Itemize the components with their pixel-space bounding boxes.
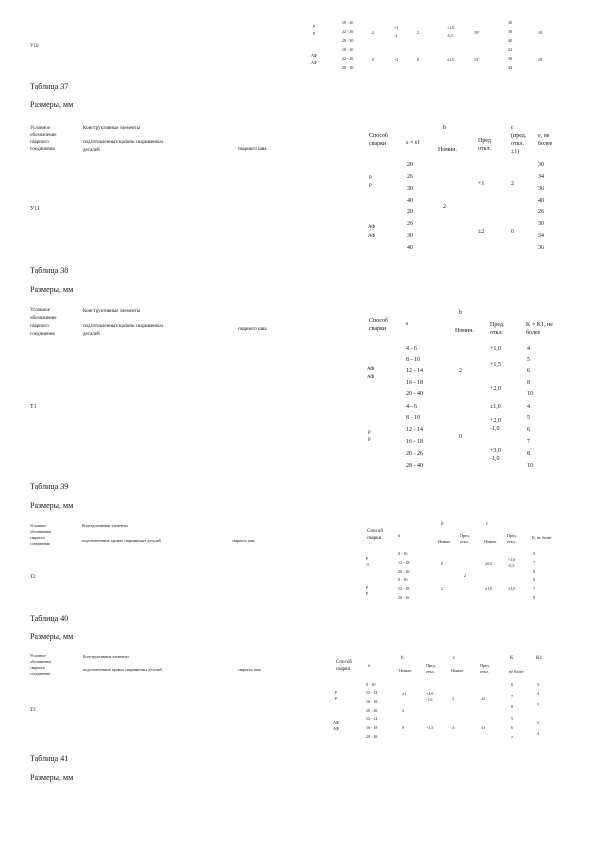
header-cell: деталей bbox=[83, 332, 100, 337]
thickness-cell: 20 - 26 bbox=[398, 595, 410, 600]
blunt-deviation: -0,5 bbox=[447, 33, 454, 38]
leg-cell: 10 bbox=[527, 463, 533, 469]
header-cell: подготовленных кромок свариваемых деталей bbox=[82, 538, 161, 543]
header-cell: подготовленных кромок свариваемых деталей bbox=[83, 667, 162, 672]
header-cell: K bbox=[510, 656, 514, 661]
gap-deviation: -1,0 bbox=[490, 456, 500, 462]
thickness-cell: 40 bbox=[407, 245, 413, 251]
joint-label: Т2 bbox=[30, 575, 36, 580]
width-cell: 44 bbox=[508, 65, 512, 70]
thickness-cell: 12 - 14 bbox=[366, 716, 378, 721]
header-cell: s bbox=[368, 664, 370, 669]
width-cell: 26 bbox=[538, 209, 544, 215]
header-cell: сварного bbox=[30, 665, 46, 670]
thickness-cell: 4 - 6 bbox=[406, 346, 417, 352]
header-cell: более bbox=[526, 330, 541, 336]
header-cell: K = K1, не bbox=[526, 322, 553, 328]
thickness-cell: 20 - 26 bbox=[366, 708, 378, 713]
gap-deviation: -1,0 bbox=[426, 697, 433, 702]
gap-nominal: 0 bbox=[441, 561, 443, 566]
header-cell: Номин. bbox=[438, 147, 457, 153]
leg-k1-cell: 4 bbox=[537, 731, 539, 736]
gap-deviation: +1 bbox=[478, 181, 485, 187]
header-cell: b bbox=[459, 310, 462, 316]
height-cell: 18 bbox=[538, 30, 542, 35]
header-cell: Пред. bbox=[478, 138, 493, 144]
header-cell: Номин. bbox=[455, 328, 474, 334]
method-cell: Э bbox=[366, 562, 369, 567]
thickness-cell: 12 - 14 bbox=[366, 690, 378, 695]
header-cell: откл. bbox=[426, 669, 435, 674]
joint-label: У10 bbox=[30, 44, 39, 49]
leg-k1-cell: 3 bbox=[537, 720, 539, 725]
header-cell: c bbox=[453, 656, 456, 661]
header-cell: ±1) bbox=[511, 149, 520, 155]
width-cell: 30 bbox=[538, 221, 544, 227]
blunt-deviation: +1,0 bbox=[447, 25, 455, 30]
header-cell: b bbox=[401, 656, 404, 661]
leg-k-cell: 6 bbox=[511, 682, 513, 687]
width-cell: 38 bbox=[508, 56, 512, 61]
thickness-cell: 8 - 10 bbox=[366, 682, 376, 687]
leg-k1-cell: 3 bbox=[537, 682, 539, 687]
method-cell: Р bbox=[313, 31, 316, 36]
table-title: Таблица 38 bbox=[30, 266, 69, 275]
header-cell: s = s1 bbox=[406, 140, 421, 146]
header-cell: c bbox=[511, 125, 514, 131]
thickness-cell: 28 - 30 bbox=[342, 65, 354, 70]
header-cell: откл. bbox=[480, 669, 489, 674]
header-cell: Условное bbox=[30, 126, 50, 131]
leg-cell: 7 bbox=[533, 586, 535, 591]
header-cell: Пред. bbox=[490, 322, 505, 328]
thickness-cell: 16 - 18 bbox=[366, 725, 378, 730]
header-cell: Способ bbox=[369, 133, 389, 139]
thickness-cell: 28 - 40 bbox=[406, 463, 423, 469]
method-cell: АФ bbox=[311, 53, 317, 58]
header-cell: обозначение bbox=[30, 529, 52, 534]
thickness-cell: 12 - 18 bbox=[398, 586, 410, 591]
header-cell: сварки bbox=[369, 141, 387, 147]
header-cell: сварного bbox=[30, 324, 49, 329]
gap-deviation: +1,5 bbox=[426, 725, 434, 730]
gap-deviation: ±2 bbox=[478, 229, 485, 235]
thickness-cell: 8 - 10 bbox=[406, 415, 420, 421]
blunt-deviation: ±1 bbox=[481, 725, 486, 730]
header-cell: K, не более bbox=[532, 535, 552, 540]
gap-deviation: +1 bbox=[394, 25, 399, 30]
method-cell: Р bbox=[366, 556, 369, 561]
units-label: Размеры, мм bbox=[30, 501, 74, 510]
header-cell: сварного шва bbox=[238, 147, 267, 152]
header-cell: Конструктивные элементы bbox=[83, 654, 129, 659]
thickness-cell: 26 bbox=[407, 221, 413, 227]
header-cell: сварного шва bbox=[232, 538, 255, 543]
header-cell: подготовленных кромок свариваемых bbox=[83, 324, 164, 329]
leg-cell: 6 bbox=[527, 427, 530, 433]
width-cell: 36 bbox=[538, 186, 544, 192]
blunt-nominal: 2 bbox=[452, 696, 454, 701]
thickness-cell: 8 - 10 bbox=[398, 551, 408, 556]
gap-deviation: ±1,0 bbox=[490, 404, 501, 410]
header-cell: (пред. bbox=[511, 133, 527, 139]
thickness-cell: 8 - 10 bbox=[398, 577, 408, 582]
header-cell: более bbox=[538, 141, 553, 147]
header-cell: s bbox=[406, 321, 409, 327]
thickness-cell: 12 - 14 bbox=[406, 368, 423, 374]
header-cell: Способ bbox=[336, 660, 352, 665]
blunt-cell: 6 bbox=[511, 229, 514, 235]
header-cell: соединения bbox=[30, 147, 55, 152]
blunt-nominal: ±0,5 bbox=[485, 561, 493, 566]
thickness-cell: 30 bbox=[407, 186, 413, 192]
header-cell: сварки bbox=[367, 536, 382, 541]
method-cell: АФ bbox=[368, 225, 376, 230]
header-cell: Конструктивные элементы bbox=[82, 523, 128, 528]
units-label: Размеры, мм bbox=[30, 285, 74, 294]
gap-deviation: +1,0 bbox=[490, 346, 501, 352]
width-cell: 40 bbox=[508, 38, 512, 43]
gap-deviation: +1,5 bbox=[490, 362, 501, 368]
leg-k-cell: 7 bbox=[511, 735, 513, 740]
blunt-deviation: -0,5 bbox=[508, 563, 515, 568]
blunt-deviation: +1,0 bbox=[508, 557, 516, 562]
width-cell: 30 bbox=[538, 162, 544, 168]
thickness-cell: 4 - 6 bbox=[406, 404, 417, 410]
joint-label: Т3 bbox=[30, 708, 36, 713]
gap-deviation: +2 bbox=[394, 57, 399, 62]
header-cell: Конструктивные элементы bbox=[83, 309, 141, 314]
header-cell: Номин. bbox=[399, 668, 412, 673]
blunt-nominal: 2 bbox=[417, 30, 419, 35]
blunt-cell: 2 bbox=[511, 181, 514, 187]
table-title: Таблица 39 bbox=[30, 482, 69, 491]
header-cell: откл. bbox=[507, 539, 516, 544]
thickness-cell: 30 bbox=[407, 233, 413, 239]
method-cell: АФ bbox=[367, 375, 375, 380]
method-cell: АФ bbox=[333, 720, 339, 725]
leg-cell: 8 bbox=[527, 380, 530, 386]
leg-cell: 4 bbox=[527, 404, 530, 410]
width-cell: 38 bbox=[508, 29, 512, 34]
header-cell: Номин. bbox=[438, 539, 451, 544]
header-cell: c bbox=[486, 522, 489, 527]
leg-k-cell: 5 bbox=[511, 716, 513, 721]
header-cell: e, не bbox=[538, 133, 550, 139]
thickness-cell: 20 - 26 bbox=[406, 451, 423, 457]
method-cell: Р bbox=[313, 24, 316, 29]
header-cell: соединения bbox=[30, 332, 55, 337]
blunt-nominal: 4 bbox=[452, 725, 454, 730]
header-cell: сварки bbox=[336, 667, 351, 672]
table-title: Таблица 41 bbox=[30, 754, 69, 763]
header-cell: сварного bbox=[30, 535, 46, 540]
header-cell: Пред. bbox=[507, 533, 517, 538]
header-cell: Способ bbox=[367, 529, 383, 534]
units-label: Размеры, мм bbox=[30, 632, 74, 641]
header-cell: откл. bbox=[511, 141, 524, 147]
header-cell: деталей bbox=[83, 148, 100, 153]
header-cell: сварного шва bbox=[238, 327, 267, 332]
method-cell: Р bbox=[368, 431, 371, 436]
thickness-cell: 8 - 10 bbox=[406, 357, 420, 363]
header-cell: сварного bbox=[30, 140, 49, 145]
width-cell: 40 bbox=[538, 198, 544, 204]
header-cell: Пред. bbox=[480, 663, 490, 668]
header-cell: Условное bbox=[30, 308, 50, 313]
thickness-cell: 18 - 20 bbox=[342, 20, 354, 25]
header-cell: сварного шва bbox=[238, 667, 261, 672]
thickness-cell: 20 bbox=[407, 209, 413, 215]
header-cell: Условное bbox=[30, 653, 46, 658]
gap-deviation: +2,0 bbox=[490, 418, 501, 424]
thickness-cell: 20 - 26 bbox=[366, 734, 378, 739]
thickness-cell: 12 - 14 bbox=[406, 427, 423, 433]
gap-deviation: +2,0 bbox=[490, 386, 501, 392]
header-cell: не более bbox=[509, 669, 524, 674]
leg-cell: 8 bbox=[533, 595, 535, 600]
thickness-cell: 20 - 26 bbox=[398, 569, 410, 574]
method-cell: Р bbox=[369, 184, 372, 189]
thickness-cell: 22 - 26 bbox=[342, 56, 354, 61]
gap-nominal: 2 bbox=[372, 30, 374, 35]
leg-cell: 4 bbox=[527, 346, 530, 352]
gap-nominal: ±1 bbox=[402, 691, 407, 696]
leg-cell: 8 bbox=[527, 451, 530, 457]
header-cell: K1 bbox=[536, 656, 543, 661]
thickness-cell: 20 - 40 bbox=[406, 391, 423, 397]
method-cell: Р bbox=[335, 690, 338, 695]
gap-nominal: 0 bbox=[459, 434, 462, 440]
method-cell: Р bbox=[369, 176, 372, 181]
leg-cell: 6 bbox=[533, 577, 535, 582]
angle-cell: 10° bbox=[474, 30, 480, 35]
gap-nominal: 2 bbox=[441, 586, 443, 591]
width-cell: 32 bbox=[508, 47, 512, 52]
gap-nominal: 3 bbox=[402, 708, 404, 713]
header-cell: сварки bbox=[369, 326, 387, 332]
height-cell: 20 bbox=[538, 57, 542, 62]
leg-cell: 7 bbox=[533, 560, 535, 565]
leg-k-cell: 8 bbox=[511, 704, 513, 709]
blunt-deviation: ±2 bbox=[481, 696, 486, 701]
gap-nominal: 2 bbox=[459, 368, 462, 374]
header-cell: Номин. bbox=[451, 668, 464, 673]
method-cell: Р bbox=[368, 438, 371, 443]
thickness-cell: 20 bbox=[407, 162, 413, 168]
gap-deviation: +2,0 bbox=[426, 691, 434, 696]
method-cell: АФ bbox=[333, 726, 339, 731]
thickness-cell: 12 - 18 bbox=[398, 560, 410, 565]
width-cell: 30 bbox=[508, 20, 512, 25]
leg-k-cell: 7 bbox=[511, 694, 513, 699]
header-cell: обозначение bbox=[30, 133, 57, 138]
header-cell: Условное bbox=[30, 523, 46, 528]
blunt-nominal: 8 bbox=[417, 57, 419, 62]
header-cell: откл. bbox=[460, 539, 469, 544]
header-cell: Конструктивные элементы bbox=[83, 126, 141, 131]
method-cell: Р bbox=[366, 585, 369, 590]
width-cell: 36 bbox=[538, 245, 544, 251]
gap-deviation: -2 bbox=[394, 33, 398, 38]
header-cell: соединения bbox=[30, 541, 50, 546]
gap-nominal: 0 bbox=[372, 57, 374, 62]
thickness-cell: 16 - 18 bbox=[406, 380, 423, 386]
width-cell: 34 bbox=[538, 233, 544, 239]
joint-label: Т1 bbox=[30, 404, 37, 410]
leg-cell: 7 bbox=[527, 439, 530, 445]
gap-deviation: +3,0 bbox=[490, 448, 501, 454]
blunt-nominal: ±1,0 bbox=[485, 586, 493, 591]
header-cell: Номин. bbox=[484, 539, 497, 544]
leg-cell: 6 bbox=[527, 368, 530, 374]
units-label: Размеры, мм bbox=[30, 100, 74, 109]
leg-cell: 6 bbox=[533, 551, 535, 556]
table-title: Таблица 40 bbox=[30, 614, 69, 623]
gap-nominal: 0 bbox=[402, 725, 404, 730]
gap-deviation: 2 bbox=[464, 573, 466, 578]
joint-label: У11 bbox=[30, 206, 41, 212]
thickness-cell: 22 - 26 bbox=[342, 29, 354, 34]
header-cell: соединения bbox=[30, 671, 50, 676]
header-cell: обозначение bbox=[30, 659, 52, 664]
thickness-cell: 18 - 20 bbox=[342, 47, 354, 52]
leg-cell: 10 bbox=[527, 391, 533, 397]
blunt-deviation: ±1,0 bbox=[447, 57, 455, 62]
gap-nominal: 2 bbox=[443, 204, 446, 210]
header-cell: подготовленных кромок свариваемых bbox=[83, 140, 164, 145]
method-cell: АФ bbox=[367, 367, 375, 372]
header-cell: откл. bbox=[490, 330, 503, 336]
table-title: Таблица 37 bbox=[30, 82, 69, 91]
thickness-cell: 16 - 18 bbox=[406, 439, 423, 445]
leg-k1-cell: 4 bbox=[537, 691, 539, 696]
header-cell: откл. bbox=[478, 146, 491, 152]
thickness-cell: 26 bbox=[407, 174, 413, 180]
method-cell: АФ bbox=[368, 234, 376, 239]
leg-k-cell: 6 bbox=[511, 725, 513, 730]
method-cell: Р bbox=[366, 591, 369, 596]
header-cell: b bbox=[441, 522, 444, 527]
thickness-cell: 28 - 30 bbox=[342, 38, 354, 43]
leg-k1-cell: 5 bbox=[537, 702, 539, 707]
angle-cell: 13° bbox=[474, 57, 480, 62]
header-cell: Пред. bbox=[460, 533, 470, 538]
header-cell: Пред. bbox=[426, 663, 436, 668]
header-cell: b bbox=[443, 125, 446, 131]
method-cell: АФ bbox=[311, 60, 317, 65]
leg-cell: 8 bbox=[533, 569, 535, 574]
thickness-cell: 40 bbox=[407, 198, 413, 204]
method-cell: Р bbox=[335, 696, 338, 701]
gap-deviation: -1,0 bbox=[490, 426, 500, 432]
header-cell: обозначение bbox=[30, 316, 57, 321]
header-cell: Способ bbox=[369, 318, 389, 324]
thickness-cell: 16 - 18 bbox=[366, 699, 378, 704]
header-cell: s bbox=[398, 534, 400, 539]
units-label: Размеры, мм bbox=[30, 773, 74, 782]
width-cell: 34 bbox=[538, 174, 544, 180]
leg-cell: 5 bbox=[527, 357, 530, 363]
blunt-deviation: ±1,0 bbox=[508, 586, 516, 591]
leg-cell: 5 bbox=[527, 415, 530, 421]
